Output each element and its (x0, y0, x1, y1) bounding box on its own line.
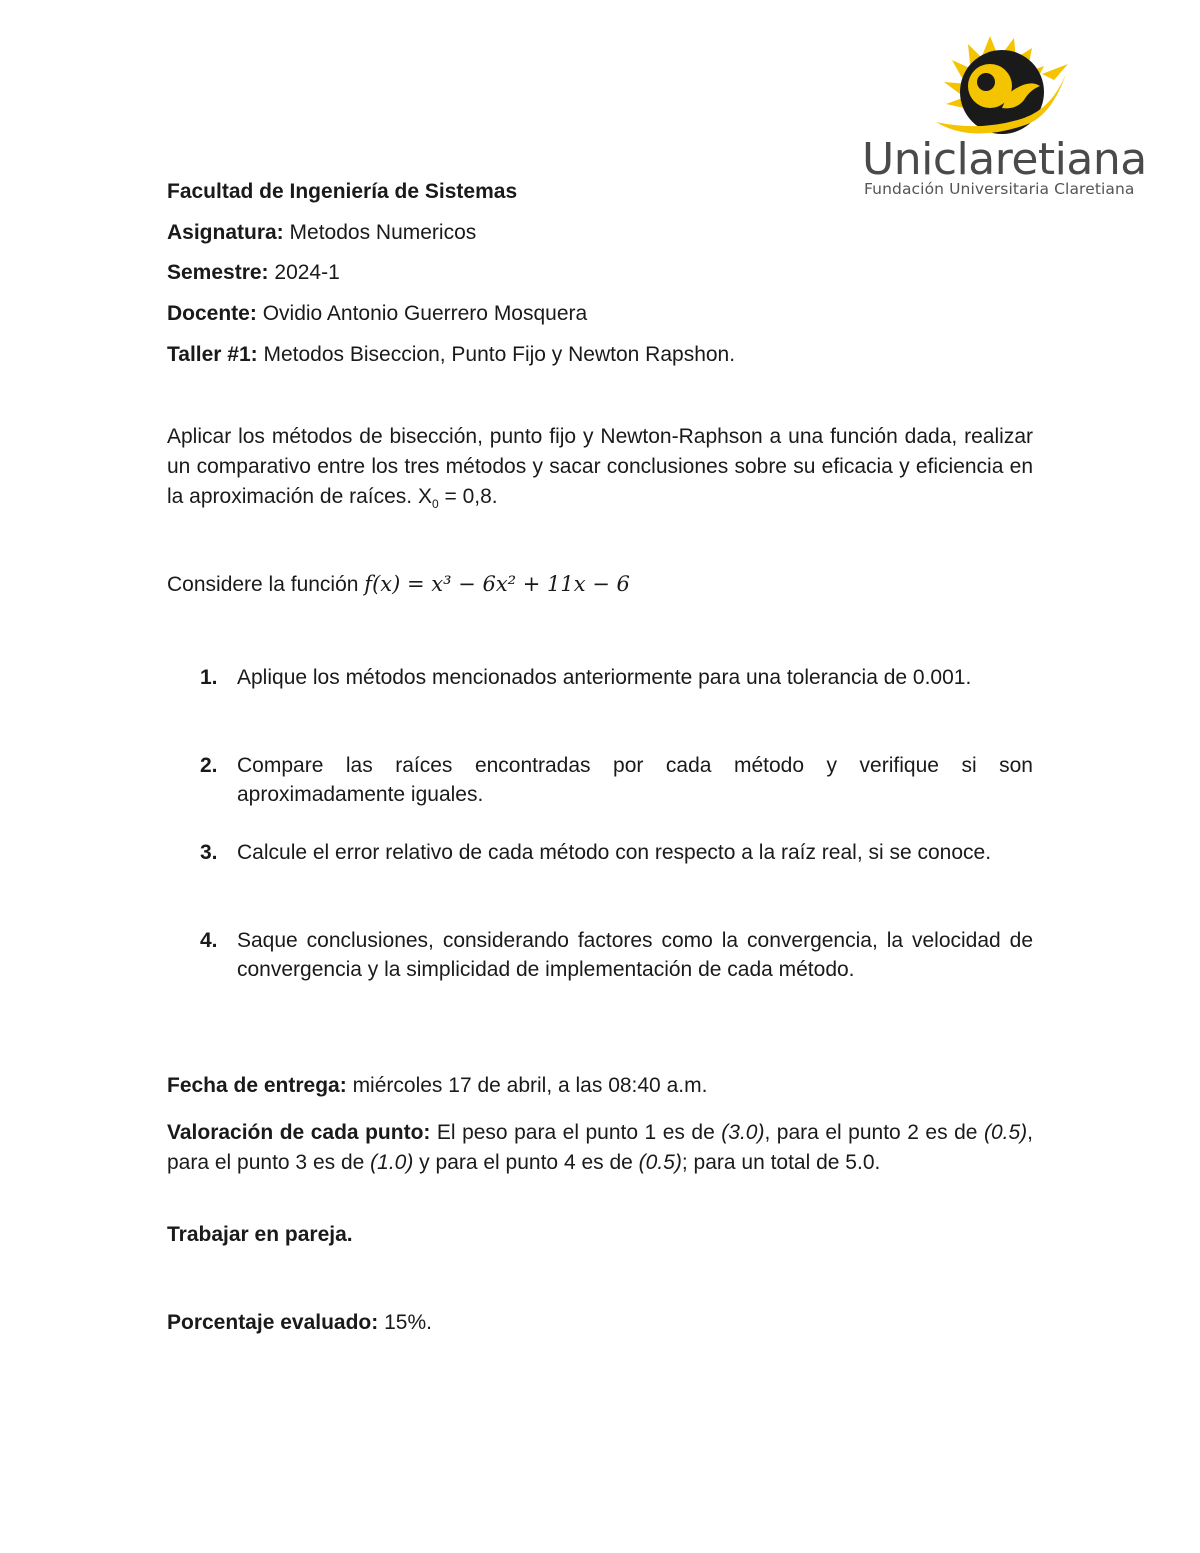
grading-weight: (0.5) (983, 1121, 1028, 1144)
list-number: 3. (200, 841, 218, 864)
workshop-value: Metodos Biseccion, Punto Fijo y Newton Rapshon. (257, 343, 736, 366)
grading-text: , para el punto 2 es de (764, 1121, 984, 1144)
list-text: Calcule el error relativo de cada método con respecto a la raíz real, si se conoce. (237, 841, 992, 864)
semester-value: 2024-1 (268, 261, 340, 284)
intro-text: Aplicar los métodos de bisección, punto fijo y Newton-Raphson a una función dada, realizar un comparativo entre los tres métodos y sacar conclusiones sobre su eficacia y eficiencia en la aproximación de raíces. X (167, 425, 1033, 508)
percent-line (167, 1311, 432, 1335)
percent-value: 15%. (378, 1311, 432, 1334)
function-intro: Considere la función (167, 573, 365, 596)
list-item (200, 663, 1033, 692)
workshop-label: Taller #1: (167, 343, 258, 366)
grading-text: y para el punto 4 es de (413, 1151, 639, 1174)
semester-label: Semestre: (167, 261, 269, 284)
intro-end: = 0,8. (438, 485, 498, 508)
subject-value: Metodos Numericos (283, 221, 477, 244)
intro-paragraph (167, 422, 1033, 519)
faculty-line (167, 180, 517, 204)
subject-label: Asignatura: (167, 221, 284, 244)
due-label: Fecha de entrega: (167, 1074, 347, 1097)
grading-weight: (1.0) (370, 1151, 414, 1174)
grading-weight: (0.5) (638, 1151, 682, 1174)
grading-text: El peso para el punto 1 es de (430, 1121, 722, 1144)
list-text: Saque conclusiones, considerando factores como la convergencia, la velocidad de convergencia y la simplicidad de implementación de cada método. (237, 929, 1033, 981)
due-value: miércoles 17 de abril, a las 08:40 a.m. (346, 1074, 708, 1097)
university-logo (862, 34, 1147, 204)
grading-paragraph (167, 1118, 1033, 1178)
sun-bird-emblem-icon (932, 34, 1072, 138)
list-text: Aplique los métodos mencionados anteriormente para una tolerancia de 0.001. (237, 666, 972, 689)
logo-wordmark: Uniclaretiana (862, 134, 1147, 185)
grading-label: Valoración de cada punto: (167, 1121, 431, 1144)
percent-label: Porcentaje evaluado: (167, 1311, 379, 1334)
function-formula: f(x) = x³ − 6x² + 11x − 6 (364, 572, 630, 596)
teacher-label: Docente: (167, 302, 257, 325)
due-line (167, 1074, 707, 1098)
list-number: 2. (200, 754, 218, 777)
list-number: 4. (200, 929, 218, 952)
list-text: Compare las raíces encontradas por cada método y verifique si son aproximadamente iguales. (237, 754, 1033, 806)
pairs-text: Trabajar en pareja. (167, 1223, 353, 1246)
function-line (167, 572, 630, 597)
logo-subtitle: Fundación Universitaria Claretiana (864, 180, 1135, 198)
teacher-line (167, 302, 587, 326)
grading-weight: (3.0) (721, 1121, 765, 1144)
subject-line (167, 221, 476, 245)
workshop-line (167, 343, 735, 367)
faculty-title: Facultad de Ingeniería de Sistemas (167, 180, 518, 203)
list-item (200, 838, 1033, 867)
teacher-value: Ovidio Antonio Guerrero Mosquera (256, 302, 588, 325)
semester-line (167, 261, 340, 285)
grading-text: ; para un total de 5.0. (681, 1151, 881, 1174)
grading-text: , para el punto 3 es de (167, 1121, 1033, 1174)
intro-subscript: 0 (431, 497, 439, 512)
list-item (200, 751, 1033, 809)
list-number: 1. (200, 666, 218, 689)
list-item (200, 926, 1033, 984)
pairs-line (167, 1223, 353, 1247)
